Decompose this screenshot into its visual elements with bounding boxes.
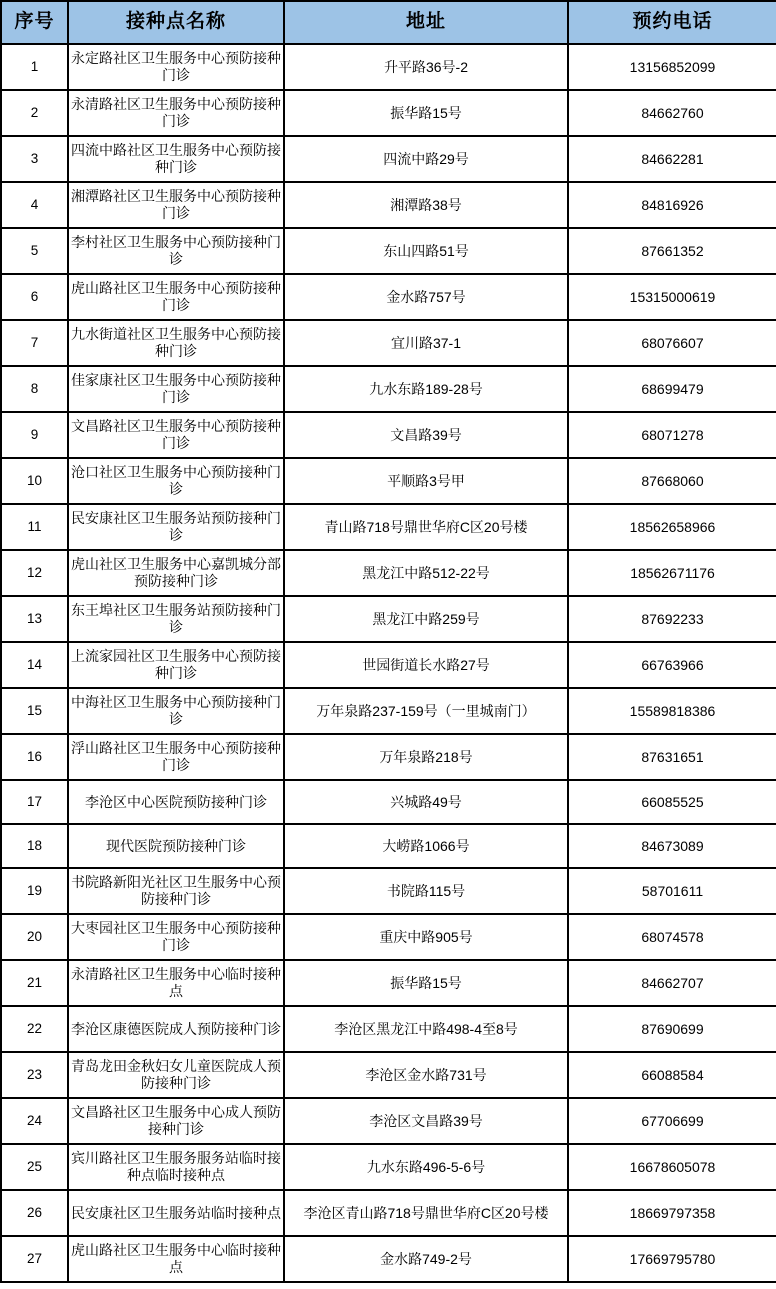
cell-address: 振华路15号 (284, 960, 568, 1006)
cell-address: 宜川路37-1 (284, 320, 568, 366)
column-header-index: 序号 (1, 1, 68, 44)
cell-index: 14 (1, 642, 68, 688)
cell-phone: 84662281 (568, 136, 776, 182)
table-row (1, 504, 776, 550)
table-row (1, 1052, 776, 1098)
cell-index: 4 (1, 182, 68, 228)
cell-phone: 66763966 (568, 642, 776, 688)
cell-address: 李沧区金水路731号 (284, 1052, 568, 1098)
cell-phone: 84816926 (568, 182, 776, 228)
cell-site-name: 文昌路社区卫生服务中心预防接种门诊 (68, 412, 284, 458)
cell-site-name: 湘潭路社区卫生服务中心预防接种门诊 (68, 182, 284, 228)
cell-phone: 66085525 (568, 780, 776, 824)
cell-phone: 66088584 (568, 1052, 776, 1098)
cell-index: 6 (1, 274, 68, 320)
cell-index: 8 (1, 366, 68, 412)
cell-address: 九水东路189-28号 (284, 366, 568, 412)
cell-site-name: 永清路社区卫生服务中心临时接种点 (68, 960, 284, 1006)
table-row (1, 90, 776, 136)
table-row (1, 1006, 776, 1052)
table-row (1, 182, 776, 228)
cell-site-name: 李村社区卫生服务中心预防接种门诊 (68, 228, 284, 274)
cell-site-name: 民安康社区卫生服务站临时接种点 (68, 1190, 284, 1236)
cell-site-name: 浮山路社区卫生服务中心预防接种门诊 (68, 734, 284, 780)
cell-index: 18 (1, 824, 68, 868)
table-row (1, 366, 776, 412)
table-row (1, 596, 776, 642)
cell-phone: 68071278 (568, 412, 776, 458)
cell-index: 25 (1, 1144, 68, 1190)
cell-phone: 68699479 (568, 366, 776, 412)
cell-address: 黑龙江中路512-22号 (284, 550, 568, 596)
cell-phone: 87668060 (568, 458, 776, 504)
cell-address: 大崂路1066号 (284, 824, 568, 868)
cell-index: 11 (1, 504, 68, 550)
cell-site-name: 中海社区卫生服务中心预防接种门诊 (68, 688, 284, 734)
cell-index: 21 (1, 960, 68, 1006)
cell-address: 文昌路39号 (284, 412, 568, 458)
cell-address: 四流中路29号 (284, 136, 568, 182)
cell-index: 19 (1, 868, 68, 914)
cell-site-name: 沧口社区卫生服务中心预防接种门诊 (68, 458, 284, 504)
cell-phone: 87692233 (568, 596, 776, 642)
table-row (1, 734, 776, 780)
cell-address: 万年泉路218号 (284, 734, 568, 780)
cell-site-name: 九水街道社区卫生服务中心预防接种门诊 (68, 320, 284, 366)
cell-address: 青山路718号鼎世华府C区20号楼 (284, 504, 568, 550)
column-header-address: 地址 (284, 1, 568, 44)
table-row (1, 228, 776, 274)
cell-phone: 18562658966 (568, 504, 776, 550)
cell-address: 振华路15号 (284, 90, 568, 136)
cell-index: 23 (1, 1052, 68, 1098)
cell-address: 金水路757号 (284, 274, 568, 320)
cell-index: 5 (1, 228, 68, 274)
cell-index: 2 (1, 90, 68, 136)
cell-index: 17 (1, 780, 68, 824)
cell-address: 东山四路51号 (284, 228, 568, 274)
table-row (1, 412, 776, 458)
column-header-name: 接种点名称 (68, 1, 284, 44)
table-row (1, 824, 776, 868)
cell-index: 7 (1, 320, 68, 366)
cell-site-name: 李沧区康德医院成人预防接种门诊 (68, 1006, 284, 1052)
table-row (1, 44, 776, 90)
cell-site-name: 虎山路社区卫生服务中心预防接种门诊 (68, 274, 284, 320)
table-row (1, 274, 776, 320)
cell-index: 1 (1, 44, 68, 90)
column-header-phone: 预约电话 (568, 1, 776, 44)
cell-phone: 68076607 (568, 320, 776, 366)
cell-address: 重庆中路905号 (284, 914, 568, 960)
cell-address: 升平路36号-2 (284, 44, 568, 90)
cell-index: 3 (1, 136, 68, 182)
cell-address: 黑龙江中路259号 (284, 596, 568, 642)
cell-site-name: 永清路社区卫生服务中心预防接种门诊 (68, 90, 284, 136)
cell-site-name: 永定路社区卫生服务中心预防接种门诊 (68, 44, 284, 90)
cell-phone: 16678605078 (568, 1144, 776, 1190)
cell-site-name: 现代医院预防接种门诊 (68, 824, 284, 868)
cell-index: 15 (1, 688, 68, 734)
cell-index: 27 (1, 1236, 68, 1282)
cell-index: 24 (1, 1098, 68, 1144)
cell-index: 10 (1, 458, 68, 504)
cell-phone: 87661352 (568, 228, 776, 274)
table-header (1, 1, 776, 44)
table-row (1, 960, 776, 1006)
cell-index: 12 (1, 550, 68, 596)
cell-address: 万年泉路237-159号（一里城南门） (284, 688, 568, 734)
cell-phone: 13156852099 (568, 44, 776, 90)
table-row (1, 642, 776, 688)
table-body (1, 44, 776, 1282)
cell-address: 李沧区黑龙江中路498-4至8号 (284, 1006, 568, 1052)
table-row (1, 550, 776, 596)
cell-site-name: 文昌路社区卫生服务中心成人预防接种门诊 (68, 1098, 284, 1144)
table-row (1, 1144, 776, 1190)
table-row (1, 780, 776, 824)
cell-site-name: 大枣园社区卫生服务中心预防接种门诊 (68, 914, 284, 960)
cell-address: 兴城路49号 (284, 780, 568, 824)
cell-address: 书院路115号 (284, 868, 568, 914)
table-row (1, 1098, 776, 1144)
table-row (1, 688, 776, 734)
cell-site-name: 东王埠社区卫生服务站预防接种门诊 (68, 596, 284, 642)
cell-phone: 15589818386 (568, 688, 776, 734)
table-row (1, 1190, 776, 1236)
cell-phone: 18669797358 (568, 1190, 776, 1236)
cell-address: 湘潭路38号 (284, 182, 568, 228)
cell-phone: 15315000619 (568, 274, 776, 320)
table-row (1, 320, 776, 366)
table-row (1, 136, 776, 182)
cell-phone: 18562671176 (568, 550, 776, 596)
table-row (1, 914, 776, 960)
cell-site-name: 虎山社区卫生服务中心嘉凯城分部预防接种门诊 (68, 550, 284, 596)
cell-site-name: 上流家园社区卫生服务中心预防接种门诊 (68, 642, 284, 688)
cell-phone: 84662707 (568, 960, 776, 1006)
cell-address: 平顺路3号甲 (284, 458, 568, 504)
cell-address: 世园街道长水路27号 (284, 642, 568, 688)
cell-phone: 68074578 (568, 914, 776, 960)
table-row (1, 868, 776, 914)
table-row (1, 458, 776, 504)
cell-address: 九水东路496-5-6号 (284, 1144, 568, 1190)
cell-site-name: 虎山路社区卫生服务中心临时接种点 (68, 1236, 284, 1282)
cell-index: 22 (1, 1006, 68, 1052)
cell-site-name: 佳家康社区卫生服务中心预防接种门诊 (68, 366, 284, 412)
cell-index: 16 (1, 734, 68, 780)
cell-phone: 87631651 (568, 734, 776, 780)
cell-phone: 67706699 (568, 1098, 776, 1144)
cell-address: 金水路749-2号 (284, 1236, 568, 1282)
cell-address: 李沧区青山路718号鼎世华府C区20号楼 (284, 1190, 568, 1236)
cell-phone: 17669795780 (568, 1236, 776, 1282)
cell-index: 13 (1, 596, 68, 642)
cell-site-name: 宾川路社区卫生服务服务站临时接种点临时接种点 (68, 1144, 284, 1190)
cell-index: 9 (1, 412, 68, 458)
cell-site-name: 四流中路社区卫生服务中心预防接种门诊 (68, 136, 284, 182)
cell-site-name: 青岛龙田金秋妇女儿童医院成人预防接种门诊 (68, 1052, 284, 1098)
cell-index: 26 (1, 1190, 68, 1236)
table-header-row (1, 1, 776, 44)
cell-index: 20 (1, 914, 68, 960)
cell-phone: 58701611 (568, 868, 776, 914)
cell-address: 李沧区文昌路39号 (284, 1098, 568, 1144)
cell-site-name: 李沧区中心医院预防接种门诊 (68, 780, 284, 824)
cell-phone: 84673089 (568, 824, 776, 868)
table-row (1, 1236, 776, 1282)
cell-phone: 84662760 (568, 90, 776, 136)
cell-phone: 87690699 (568, 1006, 776, 1052)
cell-site-name: 民安康社区卫生服务站预防接种门诊 (68, 504, 284, 550)
cell-site-name: 书院路新阳光社区卫生服务中心预防接种门诊 (68, 868, 284, 914)
